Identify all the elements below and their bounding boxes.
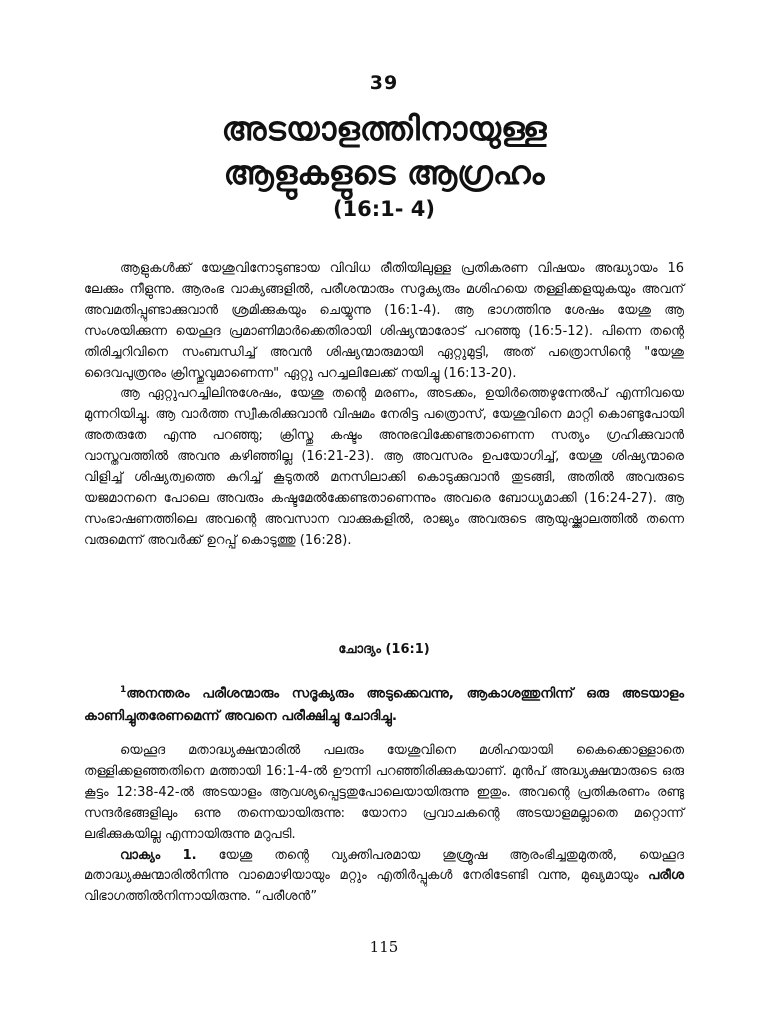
- verse-number: 1: [120, 685, 127, 695]
- intro-text: [84, 259, 684, 552]
- page-number: 115: [369, 938, 399, 956]
- verse-text: [84, 679, 684, 727]
- verse-body: അനന്തരം പരീശന്മാരും സദൂക്യരും അടുക്കെവന്നു, ആകാശത്തുനിന്ന് ഒരു അടയാളം കാണിച്ചുതരേണമെന്ന് അവനെ പരീക്ഷിച്ചു ചോദിച്ചു.: [84, 685, 684, 724]
- section-heading: ചോദ്യം (16:1): [338, 642, 430, 657]
- intro-paragraph-2: ആ ഏറ്റുപറച്ചിലിനുശേഷം, യേശു തന്റെ മരണം, അടക്കം, ഉയിർത്തെഴുന്നേൽപ് എന്നിവയെ മുന്നറിയിച്ചു. ആ വാർത്ത സ്വീകരിക്കുവാൻ വിഷമം നേരിട്ട പത്രൊസ്, യേശുവിനെ മാറ്റി കൊണ്ടുപോയി അതരുതേ എന്നു പറഞ്ഞു; ക്രിസ്തു കഷ്ടം അനുഭവിക്കേണ്ടതാണെന്ന സത്യം ഗ്രഹിക്കുവാൻ വാസ്തവത്തിൽ അവനു കഴിഞ്ഞില്ല (16:21-23). ആ അവസരം ഉപയോഗിച്ച്, യേശു ശിഷ്യന്മാരെ വിളിച്ച് ശിഷ്യത്വത്തെ കുറിച്ച് കൂടുതൽ മനസിലാക്കി കൊടുക്കുവാൻ തുടങ്ങി, അതിൽ അവരുടെ യജമാനനെ പോലെ അവരും കഷ്ടമേൽക്കേണ്ടതാണെന്നും അവരെ ബോധ്യമാക്കി (16:24-27). ആ സംഭാഷണത്തിലെ അവന്റെ അവസാന വാക്കുകളിൽ, രാജ്യം അവരുടെ ആയുഷ്ക്കാലത്തിൽ തന്നെ വരുമെന്ന് അവർക്ക് ഉറപ്പ് കൊടുത്തു (16:28).: [84, 386, 684, 548]
- pharisee-term: പരീശ: [648, 868, 684, 884]
- chapter-number: 39: [369, 72, 399, 94]
- commentary-paragraph-1: യെഹൂദ മതാദ്ധ്യക്ഷന്മാരിൽ പലരും യേശുവിനെ മശിഹയായി കൈക്കൊള്ളാതെ തള്ളിക്കളഞ്ഞതിനെ മത്തായി 16:1-4-ൽ ഊന്നി പറഞ്ഞിരിക്കുകയാണ്. മുൻപ് അദ്ധ്യക്ഷന്മാരുടെ ഒരു കൂട്ടം 12:38-42-ൽ അടയാളം ആവശ്യപ്പെട്ടതുപോലെയായിരുന്നു ഇതും. അവന്റെ പ്രതികരണം രണ്ടു സന്ദർഭങ്ങളിലും ഒന്നു തന്നെയായിരുന്നു: യോനാ പ്രവാചകന്റെ അടയാളമല്ലാതെ മറ്റൊന്ന് ലഭിക്കുകയില്ല എന്നായിരുന്നു മറുപടി.: [84, 743, 684, 842]
- intro-paragraph-1: ആളുകൾക്ക് യേശുവിനോടുണ്ടായ വിവിധ രീതിയിലുള്ള പ്രതികരണ വിഷയം അദ്ധ്യായം 16 ലേക്കും നീളുന്നു. ആരംഭ വാക്യങ്ങളിൽ, പരീശന്മാരും സദൂക്യരും മശിഹയെ തള്ളിക്കളയുകയും അവന് അവമതിപ്പുണ്ടാക്കുവാൻ ശ്രമിക്കുകയും ചെയ്യുന്നു (16:1-4). ആ ഭാഗത്തിനു ശേഷം യേശു ആ സംശയിക്കുന്ന യെഹൂദ പ്രമാണിമാർക്കെതിരായി ശിഷ്യന്മാരോട് പറഞ്ഞു (16:5-12). പിന്നെ തന്റെ തിരിച്ചറിവിനെ സംബന്ധിച്ച് അവൻ ശിഷ്യന്മാരുമായി ഏറ്റുമുട്ടി, അത് പത്രൊസിന്റെ "യേശു ദൈവപുത്രനും ക്രിസ്തുവുമാണെന്ന" ഏറ്റു പറച്ചലിലേക്ക് നയിച്ചു (16:13-20).: [84, 261, 684, 381]
- scripture-reference: (16:1- 4): [332, 197, 436, 221]
- commentary-paragraph-2: [84, 846, 684, 909]
- commentary-paragraph-2-part-1: യേശു തന്റെ വ്യക്തിപരമായ ശുശ്രൂഷ ആരംഭിച്ചതുമുതൽ, യെഹൂദ മതാദ്ധ്യക്ഷന്മാരിൽനിന്നു വാമൊഴിയായും മറ്റും എതിർപ്പുകൾ നേരിടേണ്ടി വന്നു, മുഖ്യമായും: [84, 847, 684, 884]
- chapter-title-line-1: അടയാളത്തിനായുള്ള: [221, 109, 547, 148]
- verse-label: വാക്യം 1.: [120, 847, 197, 863]
- commentary-paragraph-2-part-2: വിഭാഗത്തിൽനിന്നായിരുന്നു. “പരീശൻ”: [84, 889, 318, 905]
- chapter-title-line-2: ആളുകളുടെ ആഗ്രഹം: [223, 153, 545, 192]
- commentary-text: [84, 741, 684, 908]
